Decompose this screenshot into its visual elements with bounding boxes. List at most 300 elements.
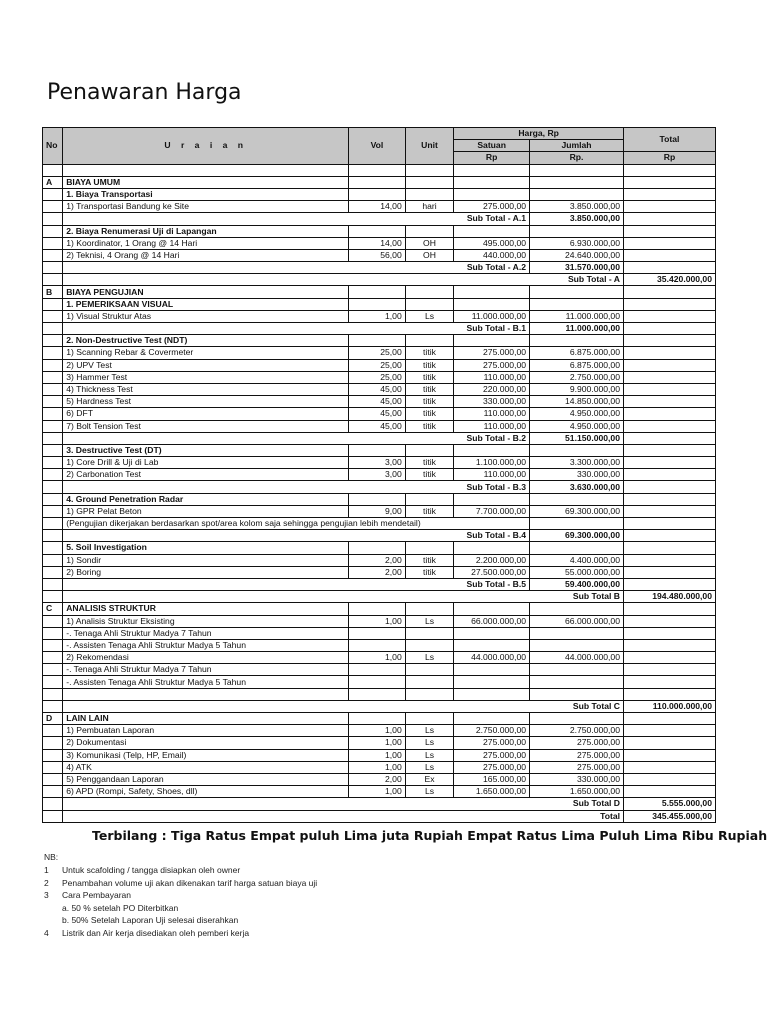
item-unit: Ex bbox=[405, 773, 454, 785]
empty-cell bbox=[624, 615, 716, 627]
group-heading: 4. Ground Penetration Radar bbox=[63, 493, 349, 505]
empty-cell bbox=[43, 652, 63, 664]
item-amount: 24.640.000,00 bbox=[530, 249, 624, 261]
section-title: BIAYA UMUM bbox=[63, 176, 349, 188]
item-unit-price bbox=[454, 639, 530, 651]
empty-cell bbox=[43, 444, 63, 456]
note-number: 1 bbox=[44, 865, 49, 875]
item-unit-price: 1.650.000,00 bbox=[454, 786, 530, 798]
empty-cell bbox=[624, 713, 716, 725]
group-heading: 1. PEMERIKSAAN VISUAL bbox=[63, 298, 349, 310]
col-header-vol: Vol bbox=[349, 128, 406, 165]
item-description: 1) Transportasi Bandung ke Site bbox=[63, 201, 349, 213]
notes-section bbox=[44, 852, 317, 940]
item-unit-price: 11.000.000,00 bbox=[454, 310, 530, 322]
table-row bbox=[43, 652, 716, 664]
table-row bbox=[43, 615, 716, 627]
empty-cell bbox=[530, 188, 624, 200]
empty-cell bbox=[454, 444, 530, 456]
empty-cell bbox=[624, 481, 716, 493]
empty-cell bbox=[624, 773, 716, 785]
empty-cell bbox=[624, 347, 716, 359]
col-header-jumlah-unit: Rp. bbox=[530, 152, 624, 164]
table-row bbox=[43, 627, 716, 639]
empty-cell bbox=[454, 188, 530, 200]
empty-cell bbox=[624, 786, 716, 798]
item-description: 2) Rekomendasi bbox=[63, 652, 349, 664]
empty-cell bbox=[405, 176, 454, 188]
item-amount: 66.000.000,00 bbox=[530, 615, 624, 627]
item-unit: titik bbox=[405, 505, 454, 517]
item-amount: 6.930.000,00 bbox=[530, 237, 624, 249]
empty-cell bbox=[43, 542, 63, 554]
notes-list bbox=[44, 865, 317, 940]
item-description: -. Tenaga Ahli Struktur Madya 7 Tahun bbox=[63, 664, 349, 676]
col-header-jumlah: Jumlah bbox=[530, 140, 624, 152]
item-description: -. Assisten Tenaga Ahli Struktur Madya 5 Tahun bbox=[63, 676, 349, 688]
empty-cell bbox=[43, 664, 63, 676]
empty-cell bbox=[624, 298, 716, 310]
note-item bbox=[44, 928, 317, 941]
subtotal-label: Sub Total - B.3 bbox=[63, 481, 530, 493]
subtotal-amount: 3.630.000,00 bbox=[530, 481, 624, 493]
note-item bbox=[44, 915, 317, 928]
empty-cell bbox=[43, 408, 63, 420]
empty-cell bbox=[624, 188, 716, 200]
item-unit: titik bbox=[405, 371, 454, 383]
item-unit-price: 27.500.000,00 bbox=[454, 566, 530, 578]
empty-cell bbox=[624, 420, 716, 432]
empty-cell bbox=[624, 566, 716, 578]
item-volume: 2,00 bbox=[349, 773, 406, 785]
empty-cell bbox=[405, 335, 454, 347]
item-note: (Pengujian dikerjakan berdasarkan spot/area kolom saja sehingga pengujian lebih mendetail) bbox=[63, 518, 530, 530]
item-volume: 9,00 bbox=[349, 505, 406, 517]
note-text: Listrik dan Air kerja disediakan oleh pemberi kerja bbox=[62, 927, 250, 938]
empty-cell bbox=[43, 323, 63, 335]
item-unit: Ls bbox=[405, 310, 454, 322]
table-row bbox=[43, 359, 716, 371]
item-unit-price: 165.000,00 bbox=[454, 773, 530, 785]
item-unit-price: 275.000,00 bbox=[454, 347, 530, 359]
item-unit: titik bbox=[405, 457, 454, 469]
empty-cell bbox=[624, 725, 716, 737]
empty-cell bbox=[624, 639, 716, 651]
table-row bbox=[43, 554, 716, 566]
item-amount: 44.000.000,00 bbox=[530, 652, 624, 664]
empty-cell bbox=[624, 469, 716, 481]
item-volume: 1,00 bbox=[349, 749, 406, 761]
empty-cell bbox=[43, 201, 63, 213]
group-heading: 3. Destructive Test (DT) bbox=[63, 444, 349, 456]
item-unit: Ls bbox=[405, 786, 454, 798]
item-description: 5) Penggandaan Laporan bbox=[63, 773, 349, 785]
empty-cell bbox=[43, 469, 63, 481]
empty-cell bbox=[624, 603, 716, 615]
empty-cell bbox=[43, 432, 63, 444]
empty-cell bbox=[624, 518, 716, 530]
item-amount: 4.400.000,00 bbox=[530, 554, 624, 566]
table-row bbox=[43, 274, 716, 286]
empty-cell bbox=[43, 518, 63, 530]
subtotal-amount: 51.150.000,00 bbox=[530, 432, 624, 444]
empty-cell bbox=[624, 359, 716, 371]
empty-cell bbox=[405, 188, 454, 200]
group-heading: 1. Biaya Transportasi bbox=[63, 188, 349, 200]
item-unit bbox=[405, 676, 454, 688]
empty-cell bbox=[454, 542, 530, 554]
item-volume: 1,00 bbox=[349, 725, 406, 737]
note-number bbox=[44, 915, 62, 928]
empty-cell bbox=[349, 493, 406, 505]
table-row bbox=[43, 786, 716, 798]
empty-cell bbox=[624, 493, 716, 505]
table-row bbox=[43, 457, 716, 469]
item-unit: titik bbox=[405, 396, 454, 408]
item-unit: hari bbox=[405, 201, 454, 213]
empty-cell bbox=[530, 225, 624, 237]
item-volume: 3,00 bbox=[349, 469, 406, 481]
table-row bbox=[43, 188, 716, 200]
empty-cell bbox=[43, 639, 63, 651]
item-volume: 14,00 bbox=[349, 201, 406, 213]
table-row bbox=[43, 408, 716, 420]
empty-cell bbox=[405, 164, 454, 176]
empty-cell bbox=[530, 688, 624, 700]
empty-cell bbox=[405, 542, 454, 554]
empty-cell bbox=[43, 688, 63, 700]
empty-cell bbox=[530, 298, 624, 310]
empty-cell bbox=[63, 164, 349, 176]
item-unit-price bbox=[454, 627, 530, 639]
empty-cell bbox=[43, 298, 63, 310]
empty-cell bbox=[624, 396, 716, 408]
item-unit-price: 275.000,00 bbox=[454, 749, 530, 761]
empty-cell bbox=[624, 737, 716, 749]
subtotal-label: Sub Total - B.4 bbox=[63, 530, 530, 542]
subtotal-amount: 69.300.000,00 bbox=[530, 530, 624, 542]
table-row bbox=[43, 639, 716, 651]
empty-cell bbox=[43, 566, 63, 578]
subtotal-amount: 59.400.000,00 bbox=[530, 578, 624, 590]
empty-cell bbox=[624, 408, 716, 420]
item-unit-price bbox=[454, 664, 530, 676]
subtotal-amount: 3.850.000,00 bbox=[530, 213, 624, 225]
item-unit: Ls bbox=[405, 749, 454, 761]
empty-cell bbox=[43, 737, 63, 749]
item-volume: 2,00 bbox=[349, 554, 406, 566]
note-item bbox=[44, 878, 317, 891]
col-header-total-unit: Rp bbox=[624, 152, 716, 164]
item-unit: Ls bbox=[405, 615, 454, 627]
table-row bbox=[43, 396, 716, 408]
subtotal-label: Sub Total - A.2 bbox=[63, 262, 530, 274]
item-volume bbox=[349, 664, 406, 676]
empty-cell bbox=[624, 578, 716, 590]
note-text: Untuk scafolding / tangga disiapkan oleh owner bbox=[62, 865, 241, 875]
group-heading: 2. Non-Destructive Test (NDT) bbox=[63, 335, 349, 347]
item-unit-price: 440.000,00 bbox=[454, 249, 530, 261]
empty-cell bbox=[405, 286, 454, 298]
empty-cell bbox=[43, 274, 63, 286]
empty-cell bbox=[624, 444, 716, 456]
table-row bbox=[43, 201, 716, 213]
empty-cell bbox=[43, 627, 63, 639]
empty-cell bbox=[624, 542, 716, 554]
table-row bbox=[43, 676, 716, 688]
empty-cell bbox=[405, 225, 454, 237]
note-item bbox=[44, 903, 317, 916]
item-amount: 2.750.000,00 bbox=[530, 371, 624, 383]
empty-cell bbox=[349, 688, 406, 700]
item-amount: 330.000,00 bbox=[530, 469, 624, 481]
item-amount: 6.875.000,00 bbox=[530, 347, 624, 359]
empty-cell bbox=[624, 371, 716, 383]
item-unit: Ls bbox=[405, 725, 454, 737]
empty-cell bbox=[624, 457, 716, 469]
empty-cell bbox=[43, 249, 63, 261]
empty-cell bbox=[624, 176, 716, 188]
item-unit: Ls bbox=[405, 652, 454, 664]
item-unit: OH bbox=[405, 249, 454, 261]
item-unit: titik bbox=[405, 383, 454, 395]
note-text: b. 50% Setelah Laporan Uji selesai diserahkan bbox=[62, 915, 239, 925]
empty-cell bbox=[349, 542, 406, 554]
subtotal-label: Sub Total - A.1 bbox=[63, 213, 530, 225]
amount-in-words: Terbilang : Tiga Ratus Empat puluh Lima juta Rupiah Empat Ratus Lima Puluh Lima Ribu Rupiah bbox=[92, 828, 768, 843]
item-amount: 1.650.000,00 bbox=[530, 786, 624, 798]
item-unit: OH bbox=[405, 237, 454, 249]
empty-cell bbox=[624, 335, 716, 347]
empty-cell bbox=[530, 518, 624, 530]
empty-cell bbox=[454, 225, 530, 237]
empty-cell bbox=[624, 676, 716, 688]
item-volume bbox=[349, 639, 406, 651]
col-header-total: Total bbox=[624, 128, 716, 152]
item-description: 1) Koordinator, 1 Orang @ 14 Hari bbox=[63, 237, 349, 249]
table-row bbox=[43, 237, 716, 249]
col-header-unit: Unit bbox=[405, 128, 454, 165]
item-description: 4) Thickness Test bbox=[63, 383, 349, 395]
item-unit: Ls bbox=[405, 737, 454, 749]
empty-cell bbox=[530, 176, 624, 188]
empty-cell bbox=[454, 286, 530, 298]
item-description: 5) Hardness Test bbox=[63, 396, 349, 408]
item-volume: 1,00 bbox=[349, 310, 406, 322]
empty-cell bbox=[43, 237, 63, 249]
item-unit: titik bbox=[405, 347, 454, 359]
section-subtotal-amount: 110.000.000,00 bbox=[624, 700, 716, 712]
empty-cell bbox=[405, 444, 454, 456]
table-row bbox=[43, 371, 716, 383]
item-volume: 1,00 bbox=[349, 761, 406, 773]
empty-cell bbox=[624, 201, 716, 213]
empty-cell bbox=[349, 603, 406, 615]
item-amount: 11.000.000,00 bbox=[530, 310, 624, 322]
item-unit bbox=[405, 627, 454, 639]
empty-cell bbox=[624, 627, 716, 639]
item-amount: 4.950.000,00 bbox=[530, 420, 624, 432]
note-number bbox=[44, 903, 62, 916]
empty-cell bbox=[454, 176, 530, 188]
empty-cell bbox=[43, 262, 63, 274]
empty-cell bbox=[624, 749, 716, 761]
table-row bbox=[43, 810, 716, 822]
item-volume bbox=[349, 627, 406, 639]
empty-cell bbox=[624, 664, 716, 676]
table-row bbox=[43, 737, 716, 749]
item-description: 3) Hammer Test bbox=[63, 371, 349, 383]
item-unit-price: 110.000,00 bbox=[454, 408, 530, 420]
item-unit-price: 275.000,00 bbox=[454, 737, 530, 749]
table-row bbox=[43, 164, 716, 176]
item-unit bbox=[405, 639, 454, 651]
section-subtotal-label: Sub Total B bbox=[63, 591, 624, 603]
item-description: 7) Bolt Tension Test bbox=[63, 420, 349, 432]
item-unit-price: 275.000,00 bbox=[454, 359, 530, 371]
empty-cell bbox=[530, 335, 624, 347]
col-header-uraian: U r a i a n bbox=[63, 128, 349, 165]
subtotal-label: Sub Total - B.5 bbox=[63, 578, 530, 590]
table-row bbox=[43, 420, 716, 432]
empty-cell bbox=[454, 603, 530, 615]
note-number: 3 bbox=[44, 890, 49, 900]
item-unit-price: 1.100.000,00 bbox=[454, 457, 530, 469]
empty-cell bbox=[43, 615, 63, 627]
empty-cell bbox=[349, 286, 406, 298]
section-letter: C bbox=[43, 603, 63, 615]
item-unit-price bbox=[454, 676, 530, 688]
item-description: 2) Boring bbox=[63, 566, 349, 578]
section-subtotal-amount: 5.555.000,00 bbox=[624, 798, 716, 810]
item-unit-price: 2.750.000,00 bbox=[454, 725, 530, 737]
col-header-satuan-unit: Rp bbox=[454, 152, 530, 164]
item-volume: 45,00 bbox=[349, 420, 406, 432]
page-title: Penawaran Harga bbox=[47, 80, 242, 105]
table-row bbox=[43, 542, 716, 554]
table-row bbox=[43, 591, 716, 603]
empty-cell bbox=[43, 335, 63, 347]
section-title: ANALISIS STRUKTUR bbox=[63, 603, 349, 615]
item-amount: 14.850.000,00 bbox=[530, 396, 624, 408]
empty-cell bbox=[624, 213, 716, 225]
item-unit-price: 110.000,00 bbox=[454, 420, 530, 432]
item-volume bbox=[349, 676, 406, 688]
item-volume: 25,00 bbox=[349, 371, 406, 383]
empty-cell bbox=[43, 188, 63, 200]
empty-cell bbox=[624, 432, 716, 444]
notes-label: NB: bbox=[44, 852, 59, 862]
section-letter: D bbox=[43, 713, 63, 725]
table-row bbox=[43, 323, 716, 335]
item-unit-price: 275.000,00 bbox=[454, 761, 530, 773]
item-description: 1) Scanning Rebar & Covermeter bbox=[63, 347, 349, 359]
empty-cell bbox=[530, 603, 624, 615]
empty-cell bbox=[43, 457, 63, 469]
empty-cell bbox=[43, 164, 63, 176]
item-volume: 25,00 bbox=[349, 347, 406, 359]
item-description: 6) APD (Rompi, Safety, Shoes, dll) bbox=[63, 786, 349, 798]
table-row bbox=[43, 518, 716, 530]
empty-cell bbox=[530, 493, 624, 505]
empty-cell bbox=[624, 554, 716, 566]
table-row bbox=[43, 773, 716, 785]
item-unit: titik bbox=[405, 554, 454, 566]
item-amount bbox=[530, 676, 624, 688]
empty-cell bbox=[405, 493, 454, 505]
empty-cell bbox=[43, 371, 63, 383]
empty-cell bbox=[349, 444, 406, 456]
item-volume: 1,00 bbox=[349, 786, 406, 798]
empty-cell bbox=[405, 603, 454, 615]
table-row bbox=[43, 688, 716, 700]
item-unit-price: 7.700.000,00 bbox=[454, 505, 530, 517]
table-row bbox=[43, 530, 716, 542]
table-row bbox=[43, 347, 716, 359]
empty-cell bbox=[405, 713, 454, 725]
note-item bbox=[44, 890, 317, 903]
table-row bbox=[43, 578, 716, 590]
item-unit-price: 44.000.000,00 bbox=[454, 652, 530, 664]
empty-cell bbox=[405, 688, 454, 700]
empty-cell bbox=[624, 164, 716, 176]
item-volume: 45,00 bbox=[349, 383, 406, 395]
item-unit bbox=[405, 664, 454, 676]
table-row bbox=[43, 176, 716, 188]
section-title: BIAYA PENGUJIAN bbox=[63, 286, 349, 298]
empty-cell bbox=[43, 481, 63, 493]
empty-cell bbox=[624, 383, 716, 395]
item-unit: Ls bbox=[405, 761, 454, 773]
empty-cell bbox=[349, 713, 406, 725]
empty-cell bbox=[624, 530, 716, 542]
empty-cell bbox=[530, 286, 624, 298]
quote-table-body bbox=[43, 164, 716, 822]
item-amount: 6.875.000,00 bbox=[530, 359, 624, 371]
empty-cell bbox=[43, 420, 63, 432]
subtotal-label: Sub Total - B.1 bbox=[63, 323, 530, 335]
empty-cell bbox=[43, 383, 63, 395]
empty-cell bbox=[43, 396, 63, 408]
item-description: 1) Pembuatan Laporan bbox=[63, 725, 349, 737]
empty-cell bbox=[530, 542, 624, 554]
empty-cell bbox=[530, 164, 624, 176]
item-description: 2) Teknisi, 4 Orang @ 14 Hari bbox=[63, 249, 349, 261]
col-header-no: No bbox=[43, 128, 63, 165]
item-volume: 1,00 bbox=[349, 737, 406, 749]
item-amount: 275.000,00 bbox=[530, 737, 624, 749]
empty-cell bbox=[349, 176, 406, 188]
empty-cell bbox=[454, 688, 530, 700]
table-row bbox=[43, 798, 716, 810]
item-description: 1) Visual Struktur Atas bbox=[63, 310, 349, 322]
empty-cell bbox=[530, 713, 624, 725]
table-row bbox=[43, 249, 716, 261]
item-unit-price: 220.000,00 bbox=[454, 383, 530, 395]
section-letter: B bbox=[43, 286, 63, 298]
empty-cell bbox=[454, 164, 530, 176]
item-unit-price: 275.000,00 bbox=[454, 201, 530, 213]
table-row bbox=[43, 335, 716, 347]
item-amount: 4.950.000,00 bbox=[530, 408, 624, 420]
table-row bbox=[43, 444, 716, 456]
item-description: 2) Dokumentasi bbox=[63, 737, 349, 749]
price-quote-table bbox=[42, 127, 716, 823]
empty-cell bbox=[405, 298, 454, 310]
empty-cell bbox=[624, 286, 716, 298]
table-row bbox=[43, 566, 716, 578]
item-amount: 3.850.000,00 bbox=[530, 201, 624, 213]
